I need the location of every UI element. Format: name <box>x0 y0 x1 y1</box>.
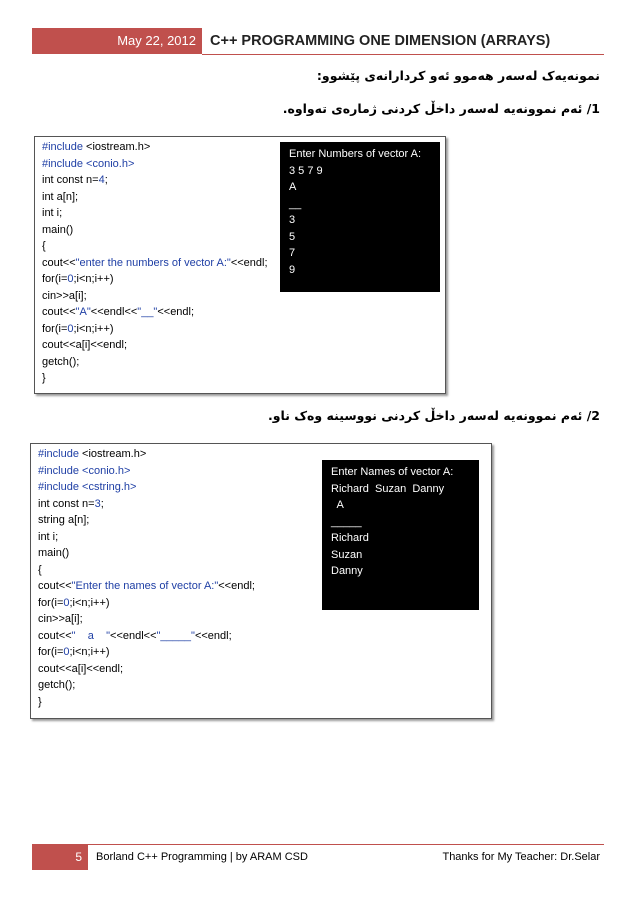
footer-right-text: Thanks for My Teacher: Dr.Selar <box>442 851 600 863</box>
code-token: "Enter the names of vector A:" <box>71 580 219 592</box>
code-token: 0 <box>63 646 70 658</box>
console-line: 3 5 7 9 <box>289 164 323 177</box>
code-line <box>38 677 255 694</box>
code-line <box>42 271 268 288</box>
code-token: cin>>a[i]; <box>38 613 83 625</box>
code-token: int a[n]; <box>42 190 79 203</box>
console-line: A <box>289 181 297 193</box>
code-line <box>42 370 268 387</box>
code-line <box>42 238 268 255</box>
code-token: " a " <box>71 629 111 642</box>
code-token: <<endl; <box>194 629 232 642</box>
code-token: cout<<a[i]<<endl; <box>38 662 124 675</box>
console-line: 9 <box>289 263 296 276</box>
code-line <box>38 694 255 711</box>
code-token: #include <box>42 157 87 170</box>
code-token: <conio.h> <box>82 464 131 477</box>
code-token: 0 <box>67 273 74 285</box>
code-token: <cstring.h> <box>82 481 137 493</box>
console-line: _____ <box>331 515 362 528</box>
code-token: getch(); <box>38 679 76 691</box>
console-line: 7 <box>289 247 296 259</box>
code-line <box>38 496 255 513</box>
code-token: 0 <box>67 322 74 335</box>
code-token: <<endl<< <box>110 629 157 642</box>
code-line <box>42 354 268 371</box>
code-token: } <box>42 372 46 384</box>
example2-code <box>38 446 255 710</box>
code-token: "__" <box>137 306 158 318</box>
code-token: int i; <box>38 530 59 543</box>
code-line <box>38 529 255 546</box>
code-line <box>38 562 255 579</box>
code-token: "A" <box>75 306 91 318</box>
code-token: ;i<n;i++) <box>73 273 114 285</box>
code-line <box>38 545 255 562</box>
code-token: int const n= <box>42 174 99 186</box>
code-line <box>38 578 255 595</box>
code-token: for(i= <box>42 273 68 285</box>
code-token: cout<<a[i]<<endl; <box>42 339 128 351</box>
code-token: <iostream.h> <box>82 448 147 460</box>
code-token: { <box>38 563 42 576</box>
example1-heading: 1/ ئەم نموونەیە لەسەر داخڵ کردنی ژمارەی تەواوە. <box>282 101 600 116</box>
code-token: <conio.h> <box>86 157 135 170</box>
console-line: Suzan <box>331 548 363 561</box>
code-token: ;i<n;i++) <box>73 322 114 335</box>
example2-console-output <box>322 460 479 610</box>
header-rule <box>202 54 604 55</box>
code-token: <<endl; <box>230 256 268 269</box>
code-token: getch(); <box>42 355 80 368</box>
footer-page-number: 5 <box>32 844 88 870</box>
code-line <box>42 172 268 189</box>
code-line <box>42 304 268 321</box>
code-token: ; <box>100 497 104 510</box>
code-token: cin>>a[i]; <box>42 289 87 302</box>
code-token: 3 <box>94 497 101 510</box>
code-token: <<endl<< <box>90 306 138 318</box>
code-token: for(i= <box>38 596 64 609</box>
code-line <box>38 512 255 529</box>
code-line <box>42 156 268 173</box>
code-line <box>42 222 268 239</box>
code-token: cout<< <box>42 306 76 318</box>
code-line <box>42 288 268 305</box>
header-date: May 22, 2012 <box>32 28 202 54</box>
console-line: 3 <box>289 214 296 226</box>
console-line: 5 <box>289 230 296 243</box>
code-line <box>42 205 268 222</box>
code-token: <iostream.h> <box>86 141 151 153</box>
code-line <box>38 446 255 463</box>
code-token: ;i<n;i++) <box>69 646 110 658</box>
code-line <box>38 611 255 628</box>
console-line: A <box>331 499 344 511</box>
code-token: cout<< <box>38 580 72 592</box>
console-line: Richard Suzan Danny <box>331 482 445 495</box>
intro-text: نمونەیەک لەسەر هەموو ئەو کردارانەی پێشوو: <box>316 68 600 83</box>
code-token: <<endl; <box>218 580 255 592</box>
example2-heading: 2/ ئەم نموونەیە لەسەر داخڵ کردنی نووسینە وەک ناو. <box>268 408 600 423</box>
console-line: Enter Names of vector A: <box>331 466 454 478</box>
code-line <box>38 644 255 661</box>
console-line: Danny <box>331 565 363 577</box>
code-token: int i; <box>42 207 63 219</box>
code-line <box>38 479 255 496</box>
code-token: #include <box>38 448 83 460</box>
code-token: ; <box>104 174 108 186</box>
code-token: { <box>42 240 46 252</box>
code-token: cout<< <box>42 256 76 269</box>
footer-left-text: Borland C++ Programming | by ARAM CSD <box>96 851 308 863</box>
code-line <box>42 139 268 156</box>
code-token: 0 <box>63 596 70 609</box>
code-token: 4 <box>98 174 105 186</box>
header-title: C++ PROGRAMMING ONE DIMENSION (ARRAYS) <box>210 33 551 49</box>
code-token: "_____" <box>156 629 195 642</box>
code-token: ;i<n;i++) <box>69 596 110 609</box>
code-line <box>42 321 268 338</box>
code-token: "enter the numbers of vector A:" <box>75 256 231 269</box>
code-token: main() <box>38 547 70 559</box>
code-line <box>38 595 255 612</box>
code-line <box>42 189 268 206</box>
code-token: for(i= <box>42 322 68 335</box>
code-token: <<endl; <box>157 306 195 318</box>
code-token: string a[n]; <box>38 514 90 526</box>
code-token: cout<< <box>38 629 72 642</box>
code-token: } <box>38 695 42 708</box>
code-token: main() <box>42 223 74 236</box>
code-token: int const n= <box>38 497 95 510</box>
example1-code <box>42 139 268 387</box>
code-line <box>38 661 255 678</box>
code-token: #include <box>38 464 83 477</box>
console-line: Enter Numbers of vector A: <box>289 148 422 160</box>
code-token: #include <box>42 141 87 153</box>
code-token: #include <box>38 481 83 493</box>
code-line <box>42 255 268 272</box>
code-line <box>42 337 268 354</box>
code-line <box>38 628 255 645</box>
code-line <box>38 463 255 480</box>
code-token: for(i= <box>38 646 64 658</box>
example1-console-output <box>280 142 440 292</box>
console-line: Richard <box>331 532 369 544</box>
console-line: __ <box>289 197 302 210</box>
